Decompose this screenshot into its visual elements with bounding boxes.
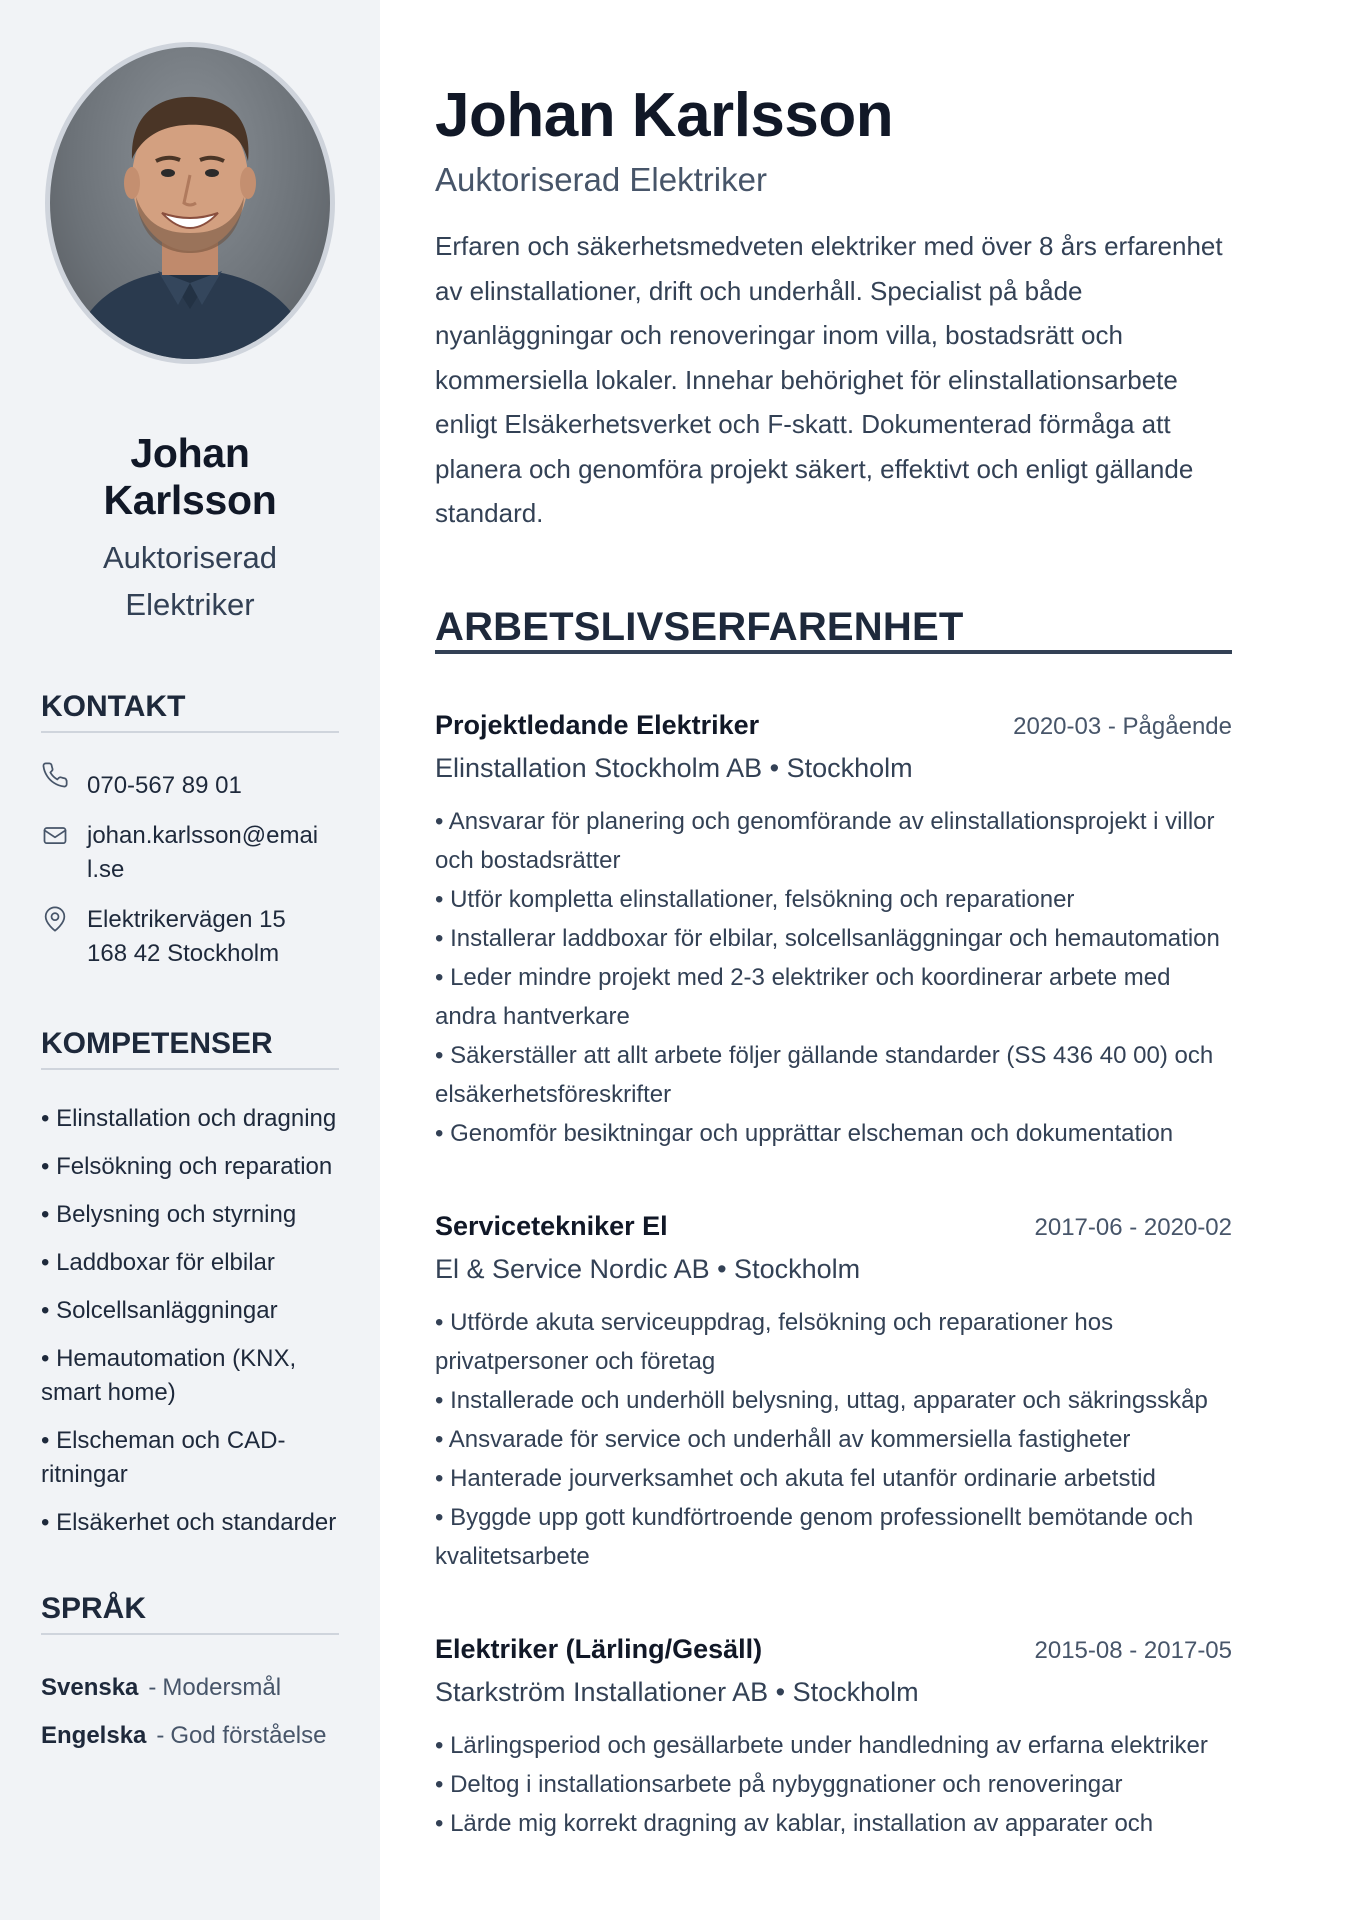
location-pin-icon xyxy=(41,905,71,935)
skill-item: • Elscheman och CAD-ritningar xyxy=(41,1427,286,1488)
job-header xyxy=(435,1634,1232,1665)
language-level: Modersmål xyxy=(162,1674,282,1701)
job-points xyxy=(435,1726,1232,1843)
languages-list xyxy=(41,1671,339,1753)
language-name: Svenska xyxy=(41,1674,139,1701)
main-content xyxy=(380,0,1357,1920)
job-point: • Genomför besiktningar och upprättar elscheman och dokumentation xyxy=(435,1119,1174,1147)
job-points xyxy=(435,802,1232,1153)
sidebar-title: Auktoriserad Elektriker xyxy=(102,540,278,622)
address-text xyxy=(87,903,286,971)
contact-list xyxy=(41,759,339,971)
skill-item: • Solcellsanläggningar xyxy=(41,1297,278,1324)
contact-email[interactable] xyxy=(41,819,339,887)
job-header xyxy=(435,710,1232,741)
sidebar-name: Johan Karlsson xyxy=(103,430,277,523)
job-point: • Utförde akuta serviceuppdrag, felsökning och reparationer hos privatpersoner och företag xyxy=(435,1308,1114,1375)
job-company: El & Service Nordic AB • Stockholm xyxy=(435,1253,861,1284)
job-company: Starkström Installationer AB • Stockholm xyxy=(435,1676,919,1707)
job-date: 2015-08 - 2017-05 xyxy=(1034,1636,1232,1664)
job-role: Projektledande Elektriker xyxy=(435,709,760,740)
job-company: Elinstallation Stockholm AB • Stockholm xyxy=(435,752,913,783)
language-item xyxy=(41,1719,339,1753)
profile-photo-illustration xyxy=(50,47,330,359)
contact-phone[interactable] xyxy=(41,759,339,803)
job-date: 2020-03 - Pågående xyxy=(1013,712,1232,740)
skills-list xyxy=(41,1102,339,1540)
page-title: Johan Karlsson xyxy=(435,81,894,150)
job-point: • Installerar laddboxar för elbilar, solcellsanläggningar och hemautomation xyxy=(435,924,1220,952)
job-point: • Utför kompletta elinstallationer, felsökning och reparationer xyxy=(435,885,1075,913)
job-point: • Ansvarade för service och underhåll av kommersiella fastigheter xyxy=(435,1425,1131,1453)
sidebar xyxy=(0,0,380,1920)
job-point: • Leder mindre projekt med 2-3 elektriker och koordinerar arbete med andra hantverkare xyxy=(435,963,1171,1030)
profile-photo xyxy=(45,42,335,364)
job-point: • Hanterade jourverksamhet och akuta fel utanför ordinarie arbetstid xyxy=(435,1464,1156,1492)
job-role: Elektriker (Lärling/Gesäll) xyxy=(435,1633,763,1664)
job-points xyxy=(435,1303,1232,1576)
contact-address xyxy=(41,903,339,971)
job-title: Auktoriserad Elektriker xyxy=(435,161,767,198)
language-separator: - xyxy=(156,1722,165,1749)
skill-item: • Felsökning och reparation xyxy=(41,1153,333,1180)
job-point: • Byggde upp gott kundförtroende genom professionellt bemötande och kvalitetsarbete xyxy=(435,1503,1194,1570)
job-entry xyxy=(435,1211,1232,1576)
job-point: • Deltog i installationsarbete på nybyggnationer och renoveringar xyxy=(435,1770,1123,1798)
job-date: 2017-06 - 2020-02 xyxy=(1034,1213,1232,1241)
skill-item: • Elsäkerhet och standarder xyxy=(41,1509,337,1536)
address-line-2: 168 42 Stockholm xyxy=(87,940,280,967)
skills-heading: KOMPETENSER xyxy=(41,1027,339,1070)
languages-heading: SPRÅK xyxy=(41,1592,339,1635)
language-level: God förståelse xyxy=(170,1722,327,1749)
profile-summary: Erfaren och säkerhetsmedveten elektriker med över 8 års erfarenhet av elinstallationer, drift och underhåll. Specialist på både nyanläggningar och renoveringar inom villa, bostadsrätt och kommersiella lokaler. Innehar behörighet för elinstallationsarbete enligt Elsäkerhetsverket och F-skatt. Dokumenterad förmåga att planera och genomföra projekt säkert, effektivt och enligt gällande standard. xyxy=(435,231,1223,528)
job-role: Servicetekniker El xyxy=(435,1210,668,1241)
job-point: • Installerade och underhöll belysning, uttag, apparater och säkringsskåp xyxy=(435,1386,1208,1414)
email-text: johan.karlsson@email.se xyxy=(87,822,319,883)
job-header xyxy=(435,1211,1232,1242)
job-entry xyxy=(435,1634,1232,1843)
mail-icon xyxy=(41,821,71,851)
contact-heading: KONTAKT xyxy=(41,690,339,733)
phone-text: 070-567 89 01 xyxy=(87,772,242,799)
language-name: Engelska xyxy=(41,1722,147,1749)
job-point: • Säkerställer att allt arbete följer gällande standarder (SS 436 40 00) och elsäkerhetsföreskrifter xyxy=(435,1041,1214,1108)
language-item xyxy=(41,1671,339,1705)
job-point: • Lärlingsperiod och gesällarbete under handledning av erfarna elektriker xyxy=(435,1731,1208,1759)
skill-item: • Belysning och styrning xyxy=(41,1201,297,1228)
address-line-1: Elektrikervägen 15 xyxy=(87,906,286,933)
skill-item: • Laddboxar för elbilar xyxy=(41,1249,275,1276)
job-point: • Lärde mig korrekt dragning av kablar, installation av apparater och xyxy=(435,1809,1154,1837)
phone-icon xyxy=(41,761,71,791)
language-separator: - xyxy=(148,1674,157,1701)
experience-heading: ARBETSLIVSERFARENHET xyxy=(435,604,1232,654)
job-point: • Ansvarar för planering och genomförande av elinstallationsprojekt i villor och bostadsrätter xyxy=(435,807,1215,874)
job-entry xyxy=(435,710,1232,1153)
skill-item: • Hemautomation (KNX, smart home) xyxy=(41,1345,297,1406)
skill-item: • Elinstallation och dragning xyxy=(41,1105,337,1132)
